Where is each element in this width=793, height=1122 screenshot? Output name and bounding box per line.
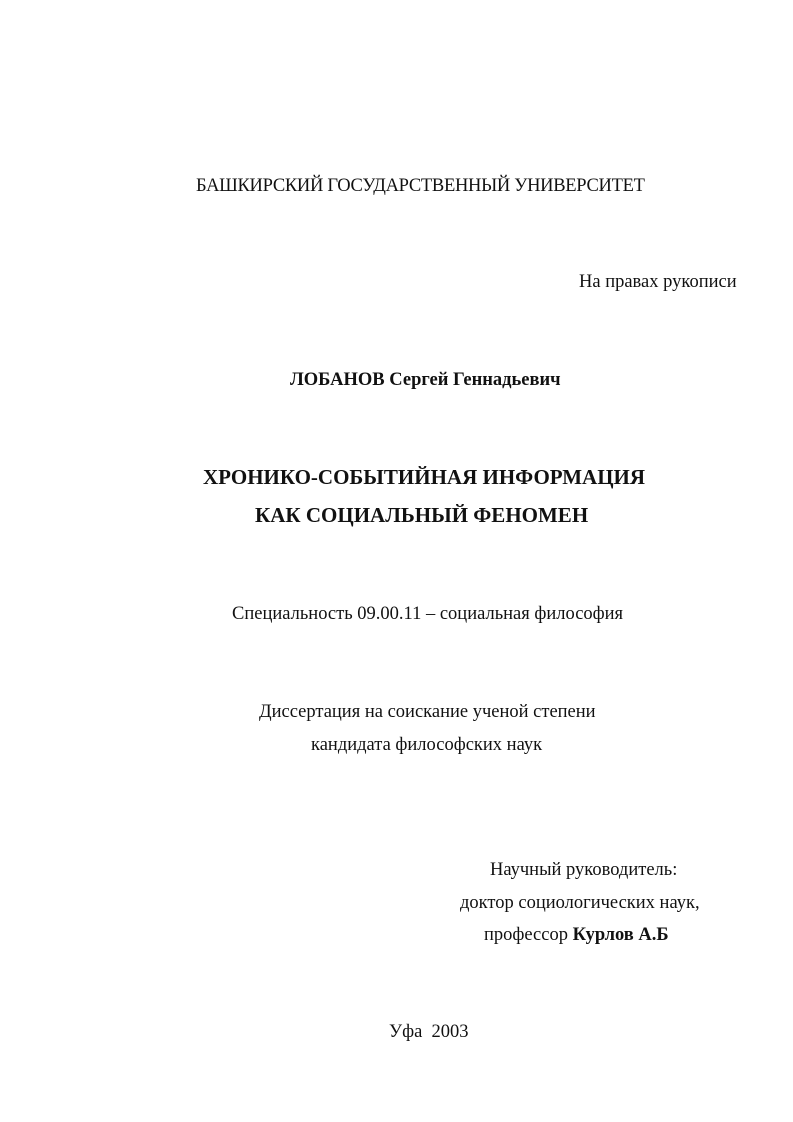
author-surname: ЛОБАНОВ xyxy=(290,370,385,390)
place-year: Уфа 2003 xyxy=(389,1022,469,1042)
author-name xyxy=(290,369,561,391)
manuscript-rights: На правах рукописи xyxy=(579,272,737,292)
supervisor-name-line xyxy=(484,924,669,946)
supervisor-degree: доктор социологических наук, xyxy=(460,893,700,913)
supervisor-label: Научный руководитель: xyxy=(490,860,678,880)
author-given-name: Сергей Геннадьевич xyxy=(389,370,561,390)
specialty: Специальность 09.00.11 – социальная философия xyxy=(232,604,624,624)
supervisor-rank: профессор xyxy=(484,925,568,945)
degree-line-2: кандидата философских наук xyxy=(311,735,543,755)
dissertation-title-line-1: ХРОНИКО-СОБЫТИЙНАЯ ИНФОРМАЦИЯ xyxy=(203,465,646,489)
dissertation-title-line-2: КАК СОЦИАЛЬНЫЙ ФЕНОМЕН xyxy=(255,503,589,527)
university-name: БАШКИРСКИЙ ГОСУДАРСТВЕННЫЙ УНИВЕРСИТЕТ xyxy=(196,176,645,196)
degree-line-1: Диссертация на соискание ученой степени xyxy=(259,702,596,722)
supervisor-name: Курлов А.Б xyxy=(572,925,669,945)
